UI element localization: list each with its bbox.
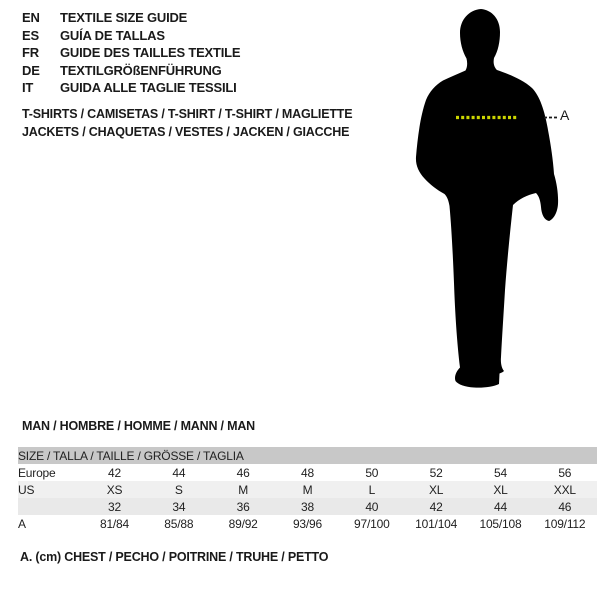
language-code: ES [22,27,39,43]
size-cell: 101/104 [415,516,458,531]
row-label: A [18,516,26,531]
language-list [22,9,240,97]
size-cell: 32 [108,499,121,514]
size-cell: XS [106,482,123,497]
size-cell: XL [493,482,508,497]
size-table-header-row [18,447,597,464]
size-cell: 44 [172,465,186,480]
size-cell: 93/96 [292,516,322,531]
measure-label-a: A [560,107,570,123]
size-cell: 50 [365,465,379,480]
size-cell: S [174,482,183,497]
size-table-row [18,515,597,532]
size-table [18,447,597,532]
section-title: MAN / HOMBRE / HOMME / MANN / MAN [22,419,255,433]
row-label [18,498,82,515]
category-titles [22,106,352,141]
man-silhouette-figure [390,0,580,395]
language-row [22,79,240,97]
size-cell: XL [428,482,444,497]
size-cell: 81/84 [99,516,129,531]
language-row [22,44,240,62]
category-line-tshirts: T-SHIRTS / CAMISETAS / T-SHIRT / T-SHIRT / MAGLIETTE [22,107,353,121]
size-cell: 52 [429,465,443,480]
size-cell: 44 [493,499,507,514]
size-table-row [18,481,597,498]
size-table-row [18,464,597,481]
size-cell: 89/92 [228,516,258,531]
category-line-jackets: JACKETS / CHAQUETAS / VESTES / JACKEN / GIACCHE [22,124,350,139]
language-label: TEXTILE SIZE GUIDE [60,10,188,25]
size-cell: 36 [236,499,250,514]
size-cell: 97/100 [354,516,390,531]
footnote: A. (cm) CHEST / PECHO / POITRINE / TRUHE / PETTO [20,550,329,564]
language-label: TEXTILGRÖßENFÜHRUNG [60,62,222,78]
size-cell: 46 [236,465,250,480]
size-cell: 42 [429,499,443,514]
language-code: EN [22,10,40,25]
language-row [22,62,240,80]
size-cell: 56 [558,465,572,480]
size-cell: XXL [553,482,576,497]
size-cell: 42 [108,465,121,480]
size-cell: 46 [558,499,572,514]
size-cell: 34 [172,499,186,514]
size-cell: 85/88 [164,516,194,531]
language-label: GUÍA DE TALLAS [60,27,165,43]
size-cell: L [368,482,376,497]
size-table-header: SIZE / TALLA / TAILLE / GRÖSSE / TAGLIA [18,447,597,464]
language-row [22,9,240,27]
language-label: GUIDE DES TAILLES TEXTILE [60,45,241,61]
size-cell: 54 [493,465,507,480]
size-cell: 48 [301,465,314,480]
row-label: Europe [18,465,56,480]
language-code: FR [22,45,39,61]
language-label: GUIDA ALLE TAGLIE TESSILI [60,80,237,96]
language-code: DE [22,62,40,78]
language-row [22,27,240,45]
size-cell: 40 [365,499,379,514]
size-cell: 105/108 [479,516,522,531]
size-table-row [18,498,597,515]
size-cell: M [238,482,249,497]
language-code: IT [22,80,34,96]
size-cell: 38 [301,499,314,514]
size-cell: 109/112 [544,516,586,531]
size-cell: M [302,482,313,497]
size-table-body [18,464,597,532]
man-silhouette [416,9,558,388]
row-label: US [18,482,35,497]
